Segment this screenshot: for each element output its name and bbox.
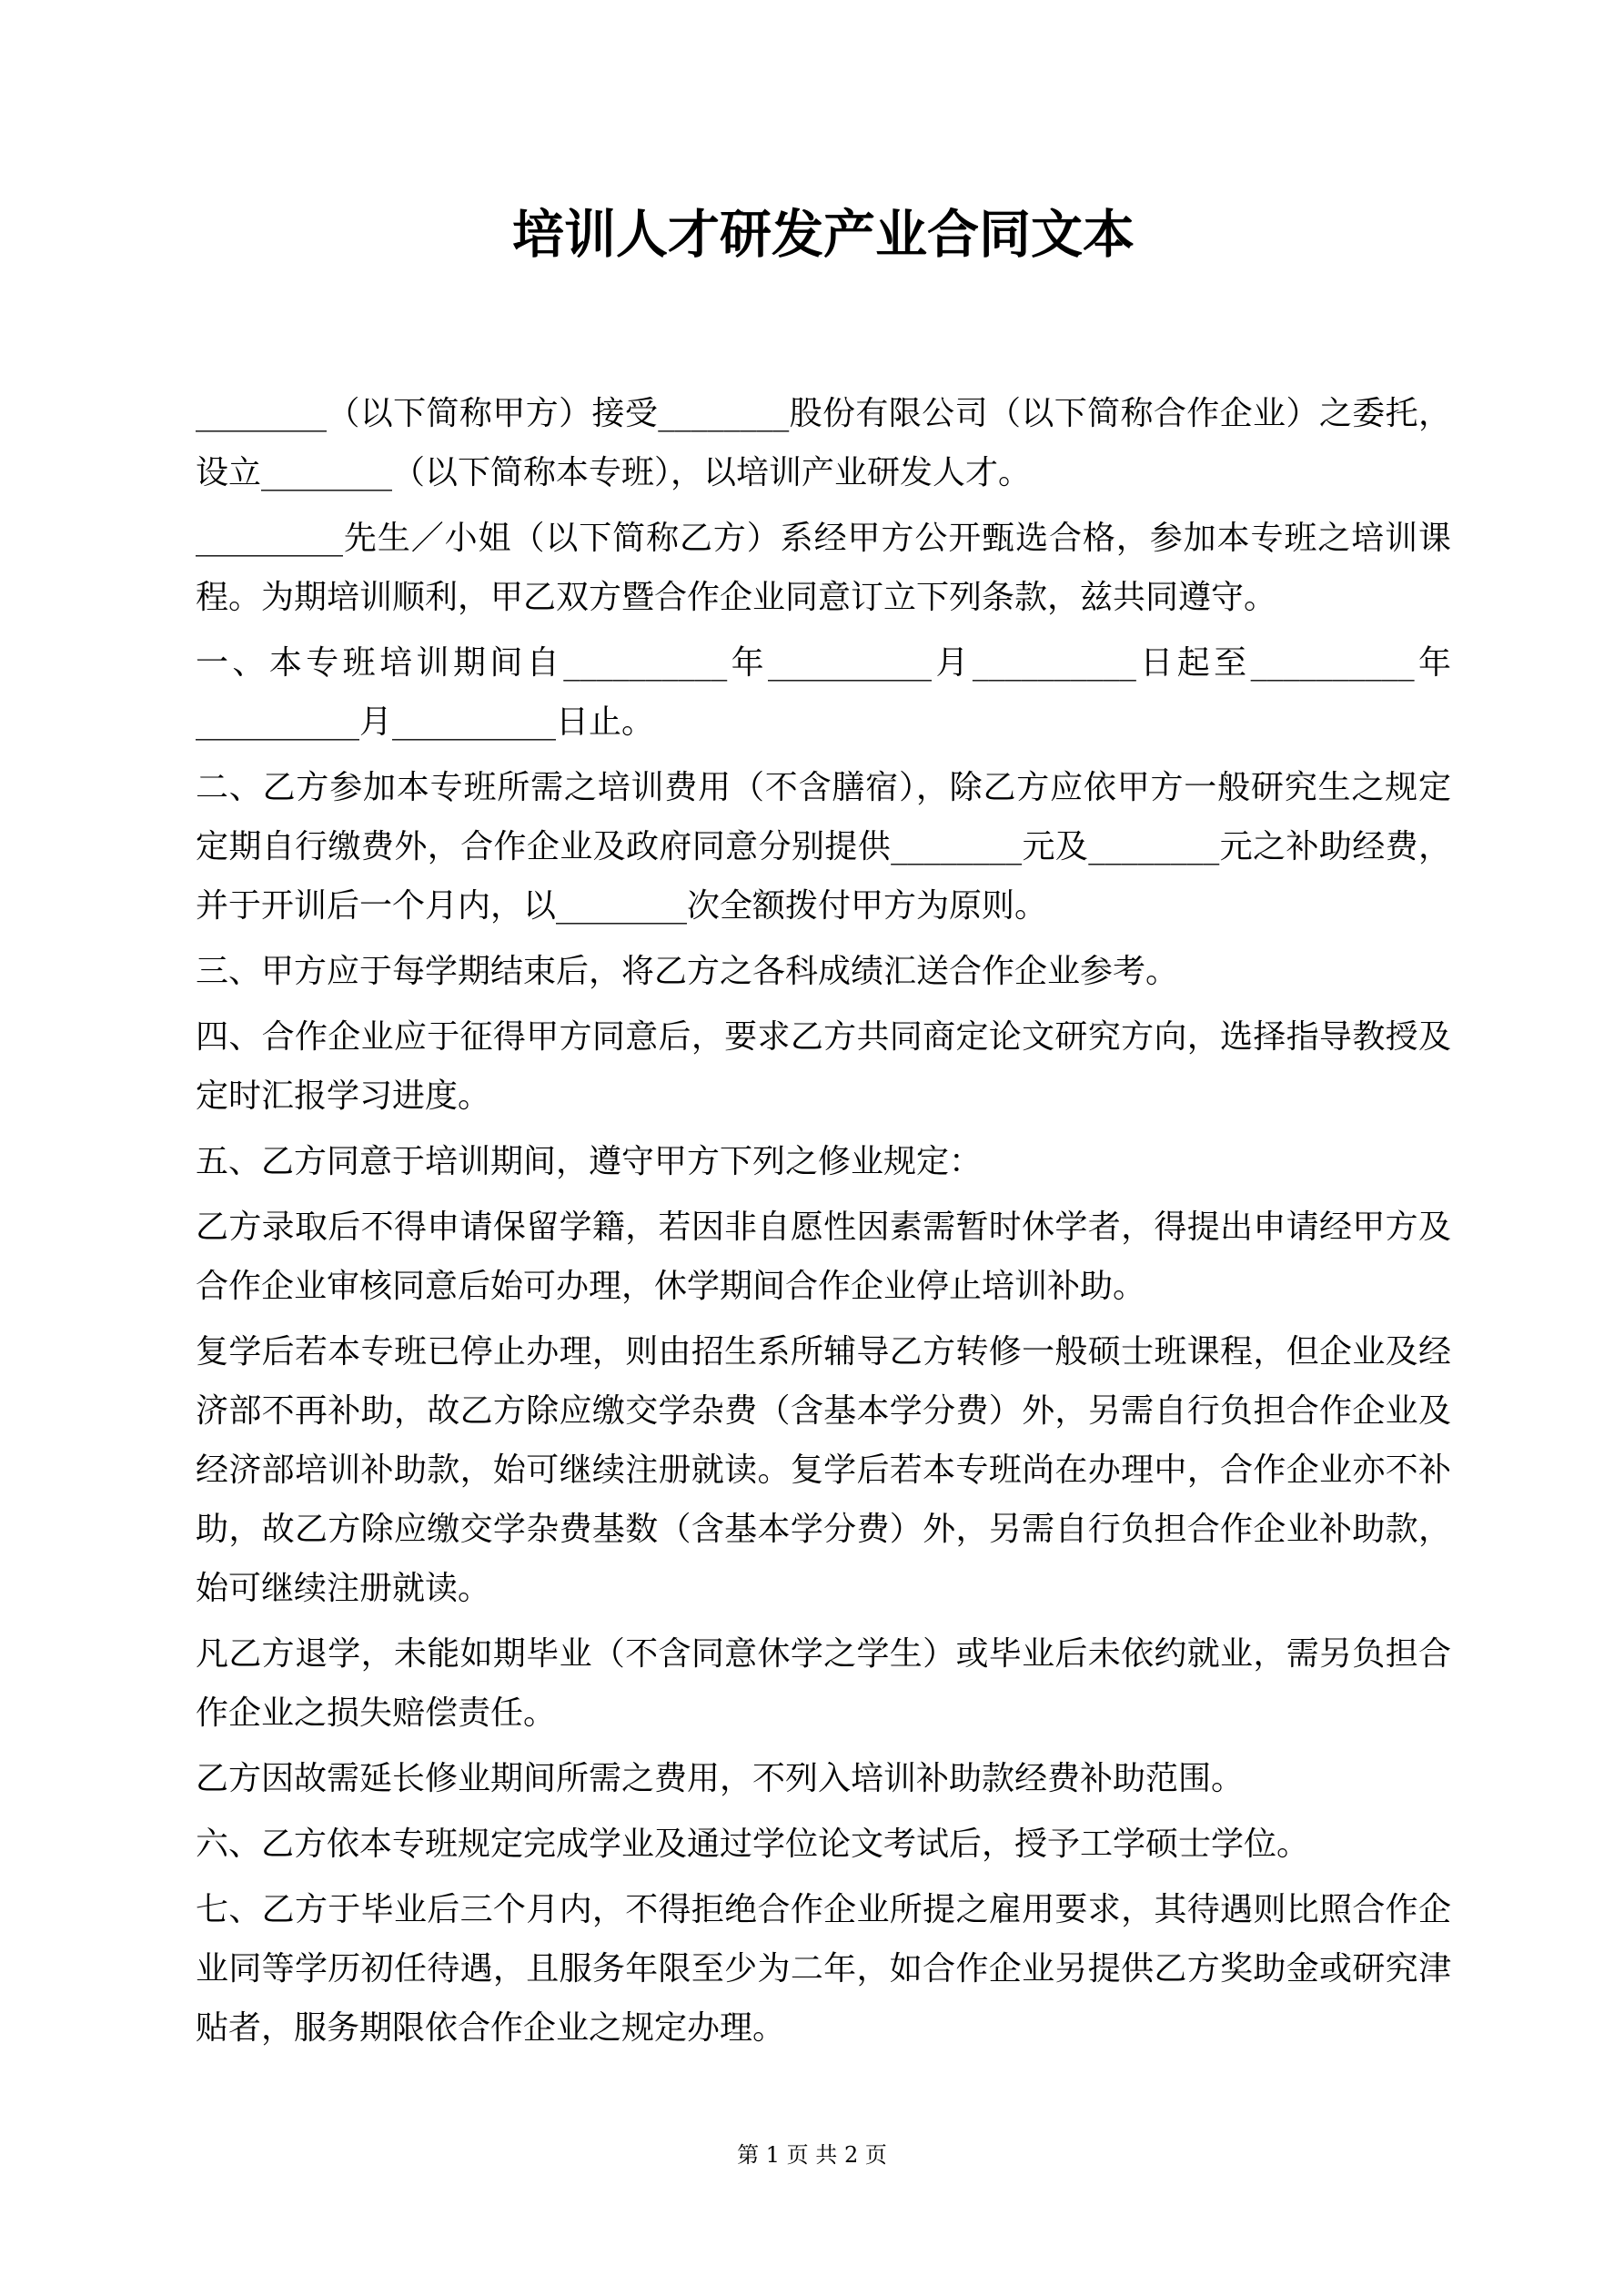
- page-number: 第 1 页 共 2 页: [737, 2142, 887, 2168]
- paragraph-clause-5-rule-3: 凡乙方退学，未能如期毕业（不含同意休学之学生）或毕业后未依约就业，需另负担合作企业之损失赔偿责任。: [196, 1635, 1451, 1732]
- document-title: 培训人才研发产业合同文本: [512, 204, 1135, 265]
- paragraph-clause-7: 七、乙方于毕业后三个月内，不得拒绝合作企业所提之雇用要求，其待遇则比照合作企业同等学历初任待遇，且服务年限至少为二年，如合作企业另提供乙方奖助金或研究津贴者，服务期限依合作企业之规定办理。: [196, 1891, 1451, 2047]
- paragraph-clause-4: 四、合作企业应于征得甲方同意后，要求乙方共同商定论文研究方向，选择指导教授及定时汇报学习进度。: [196, 1018, 1451, 1115]
- paragraph-clause-5-rule-1: 乙方录取后不得申请保留学籍，若因非自愿性因素需暂时休学者，得提出申请经甲方及合作企业审核同意后始可办理，休学期间合作企业停止培训补助。: [196, 1209, 1451, 1305]
- paragraph-clause-2: 二、乙方参加本专班所需之培训费用（不含膳宿），除乙方应依甲方一般研究生之规定定期自行缴费外，合作企业及政府同意分别提供________元及________元之补助经费，并于开训后一个月内，以________次全额拨付甲方为原则。: [196, 769, 1451, 925]
- paragraph-clause-5: 五、乙方同意于培训期间，遵守甲方下列之修业规定：: [196, 1143, 983, 1180]
- paragraph-clause-5-rule-4: 乙方因故需延长修业期间所需之费用，不列入培训补助款经费补助范围。: [196, 1760, 1245, 1797]
- paragraph-clause-5-rule-2: 复学后若本专班已停止办理，则由招生系所辅导乙方转修一般硕士班课程，但企业及经济部不再补助，故乙方除应缴交学杂费（含基本学分费）外，另需自行负担合作企业及经济部培训补助款，始可继续注册就读。复学后若本专班尚在办理中，合作企业亦不补助，故乙方除应缴交学杂费基数（含基本学分费）外，另需自行负担合作企业补助款，始可继续注册就读。: [196, 1333, 1451, 1607]
- paragraph-clause-6: 六、乙方依本专班规定完成学业及通过学位论文考试后，授予工学硕士学位。: [196, 1826, 1310, 1863]
- paragraph-intro-party-b: _________先生／小姐（以下简称乙方）系经甲方公开甄选合格，参加本专班之培训课程。为期培训顺利，甲乙双方暨合作企业同意订立下列条款，兹共同遵守。: [196, 520, 1451, 616]
- page-footer: [0, 2134, 1624, 2176]
- paragraph-clause-1: 一、本专班培训期间自__________年__________月__________日起至__________年__________月__________日止。: [196, 644, 1451, 741]
- document-body: [196, 384, 1451, 2058]
- paragraph-intro-party-a: ________（以下简称甲方）接受________股份有限公司（以下简称合作企业）之委托，设立________（以下简称本专班），以培训产业研发人才。: [196, 395, 1451, 491]
- paragraph-clause-3: 三、甲方应于每学期结束后，将乙方之各科成绩汇送合作企业参考。: [196, 953, 1179, 990]
